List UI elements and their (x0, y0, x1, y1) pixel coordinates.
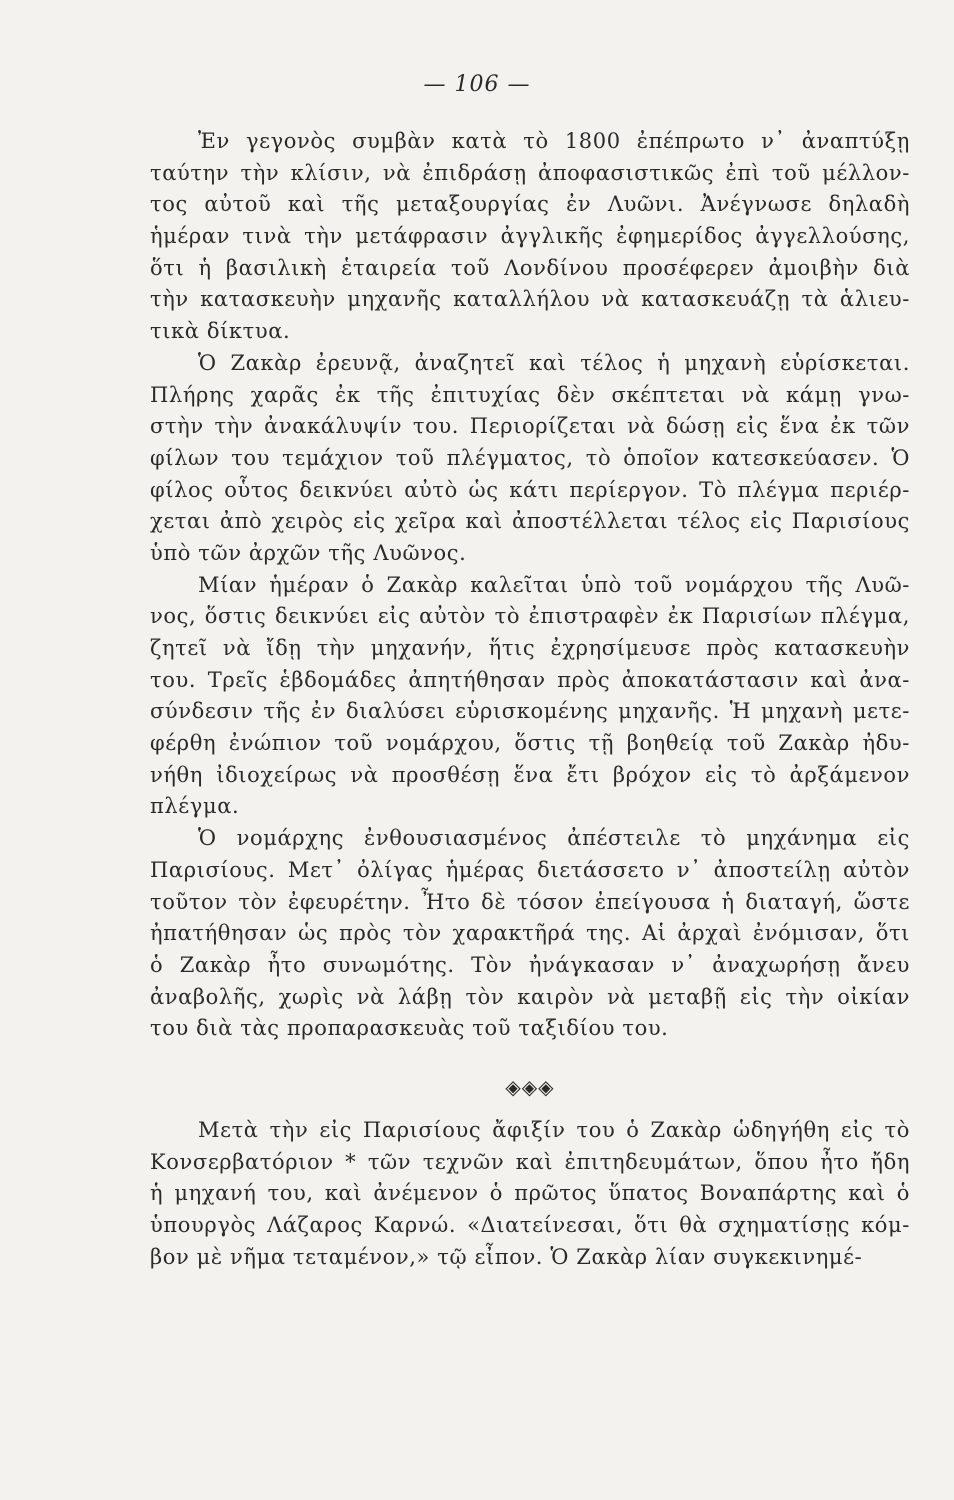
text-line: Ὁ νομάρχης ἐνθουσιασμένος ἀπέστειλε τὸ μηχάνημα εἰς (198, 826, 910, 851)
text-line: Ἐν γεγονὸς συμβὰν κατὰ τὸ 1800 ἐπέπρωτο ν᾽ ἀναπτύξῃ (198, 129, 910, 153)
text-line: ταύτην τὴν κλίσιν, νὰ ἐπιδράσῃ ἀποφασιστικῶς ἐπὶ τοῦ μέλλον- (150, 160, 910, 185)
paragraph (150, 1115, 910, 1273)
text-line: τος αὐτοῦ καὶ τῆς μεταξουργίας ἐν Λυῶνι. Ἀνέγνωσε δηλαδὴ (150, 192, 910, 217)
text-line: Ὁ Ζακὰρ ἐρευνᾷ, ἀναζητεῖ καὶ τέλος ἡ μηχανὴ εὑρίσκεται. (198, 350, 910, 375)
text-line: Πλήρης χαρᾶς ἐκ τῆς ἐπιτυχίας δὲν σκέπτεται νὰ κάμῃ γνω- (150, 382, 910, 407)
paragraph (150, 570, 910, 824)
text-line: στὴν τὴν ἀνακάλυψίν του. Περιορίζεται νὰ δώσῃ εἰς ἕνα ἐκ τῶν (150, 414, 910, 439)
text-line: Μίαν ἡμέραν ὁ Ζακὰρ καλεῖται ὑπὸ τοῦ νομάρχου τῆς Λυῶ- (198, 572, 910, 597)
text-line: τοῦτον τὸν ἐφευρέτην. Ἦτο δὲ τόσον ἐπείγουσα ἡ διαταγή, ὥστε (150, 889, 910, 914)
page-number: — 106 — (423, 72, 531, 97)
text-line: ἡ μηχανή του, καὶ ἀνέμενον ὁ πρῶτος ὕπατος Βοναπάρτης καὶ ὁ (150, 1181, 910, 1206)
text-line: Κονσερβατόριον * τῶν τεχνῶν καὶ ἐπιτηδευμάτων, ὅπου ἦτο ἤδη (150, 1149, 910, 1174)
text-line: του διὰ τὰς προπαρασκευὰς τοῦ ταξιδίου του. (150, 1016, 669, 1041)
text-line: ὑπουργὸς Λάζαρος Καρνώ. «Διατείνεσαι, ὅτι θὰ σχηματίσῃς κόμ- (150, 1213, 910, 1237)
text-line: νήθη ἰδιοχείρως νὰ προσθέσῃ ἕνα ἔτι βρόχον εἰς τὸ ἀρξάμενον (150, 762, 910, 787)
body-text (150, 126, 910, 1273)
text-line: βον μὲ νῆμα τεταμένον,» τῷ εἶπον. Ὁ Ζακὰρ λίαν συγκεκινημέ- (150, 1244, 863, 1269)
text-line: τικὰ δίκτυα. (150, 319, 291, 344)
text-line: φίλων του τεμάχιον τοῦ πλέγματος, τὸ ὁποῖον κατεσκεύασεν. Ὁ (150, 445, 910, 470)
text-line: ὑπὸ τῶν ἀρχῶν τῆς Λυῶνος. (150, 540, 467, 565)
paragraph (150, 126, 910, 348)
text-line: ἠπατήθησαν ὡς πρὸς τὸν χαρακτῆρά της. Αἱ ἀρχαὶ ἐνόμισαν, ὅτι (150, 921, 910, 946)
text-line: ὁ Ζακὰρ ἦτο συνωμότης. Τὸν ἠνάγκασαν ν᾽ ἀναχωρήσῃ ἄνευ (150, 952, 910, 977)
text-line: Μετὰ τὴν εἰς Παρισίους ἄφιξίν του ὁ Ζακὰρ ὡδηγήθη εἰς τὸ (198, 1117, 910, 1142)
text-line: φέρθη ἐνώπιον τοῦ νομάρχου, ὅστις τῇ βοηθείᾳ τοῦ Ζακὰρ ἠδυ- (150, 731, 910, 756)
paragraph (150, 823, 910, 1045)
text-line: ἀναβολῆς, χωρὶς νὰ λάβῃ τὸν καιρὸν νὰ μεταβῇ εἰς τὴν οἰκίαν (150, 984, 910, 1009)
text-line: σύνδεσιν τῆς ἐν διαλύσει εὑρισκομένης μηχανῆς. Ἡ μηχανὴ μετε- (150, 699, 910, 724)
text-line: νος, ὅστις δεικνύει εἰς αὐτὸν τὸ ἐπιστραφὲν ἐκ Παρισίων πλέγμα, (150, 604, 910, 629)
text-line: Παρισίους. Μετ᾽ ὀλίγας ἡμέρας διετάσσετο ν᾽ ἀποστείλῃ αὐτὸν (150, 857, 910, 882)
paragraph (150, 348, 910, 570)
text-line: πλέγμα. (150, 794, 240, 819)
text-line: ζητεῖ νὰ ἴδῃ τὴν μηχανήν, ἥτις ἐχρησίμευσε πρὸς κατασκευὴν (150, 636, 910, 660)
text-line: ὅτι ἡ βασιλικὴ ἑταιρεία τοῦ Λονδίνου προσέφερεν ἀμοιβὴν διὰ (150, 255, 910, 280)
text-line: τὴν κατασκευὴν μηχανῆς καταλλήλου νὰ κατασκευάζῃ τὰ ἁλιευ- (150, 287, 910, 312)
text-line: χεται ἀπὸ χειρὸς εἰς χεῖρα καὶ ἀποστέλλεται τέλος εἰς Παρισίους (150, 509, 910, 534)
text-line: φίλος οὗτος δεικνύει αὐτὸ ὡς κάτι περίεργον. Τὸ πλέγμα περιέρ- (150, 477, 910, 502)
text-line: ἡμέραν τινὰ τὴν μετάφρασιν ἀγγλικῆς ἐφημερίδος ἀγγελλούσης, (150, 224, 910, 249)
ornament-divider: ◈◈◈ (505, 1074, 555, 1099)
text-line: του. Τρεῖς ἑβδομάδες ἀπητήθησαν πρὸς ἀποκατάστασιν καὶ ἀνα- (150, 667, 910, 692)
